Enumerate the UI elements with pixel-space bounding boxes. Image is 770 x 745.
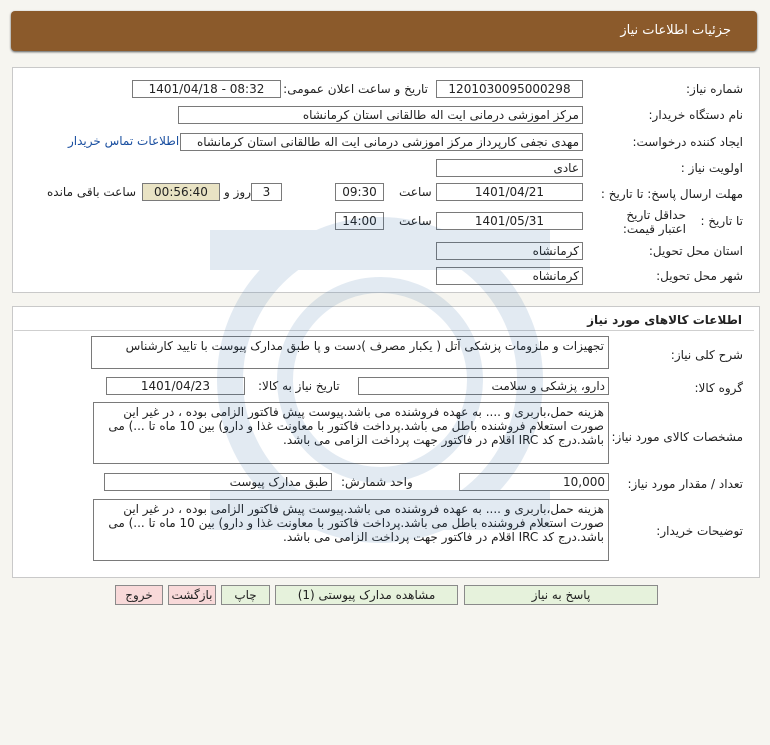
unit-field: طبق مدارک پیوست (104, 473, 332, 491)
remaining-label: ساعت باقی مانده (47, 185, 137, 199)
city-label: شهر محل تحویل: (656, 269, 743, 283)
group-field: دارو، پزشکی و سلامت (358, 377, 609, 395)
reply-button[interactable]: پاسخ به نیاز (464, 585, 658, 605)
back-button[interactable]: بازگشت (168, 585, 216, 605)
need-number-field: 1201030095000298 (436, 80, 583, 98)
validity-time-field: 14:00 (335, 212, 384, 230)
deadline-time-field: 09:30 (335, 183, 384, 201)
city-field: کرمانشاه (436, 267, 583, 285)
priority-field: عادی (436, 159, 583, 177)
exit-button[interactable]: خروج (115, 585, 163, 605)
group-label: گروه کالا: (694, 381, 743, 395)
goods-section-title: اطلاعات کالاهای مورد نیاز (587, 313, 742, 327)
desc-field: تجهیزات و ملزومات پزشکی آتل ( یکبار مصرف )دست و پا طبق مدارک پیوست با تایید کارشناس (91, 336, 609, 369)
buyer-notes-field: هزینه حمل،باربری و .... به عهده فروشنده می باشد.پیوست پیش فاکتور الزامی بوده ، در غیر این صورت استعلام فروشنده باطل می باشد.پرداخت فاکتور با معاونت غذا و دارو) بین 10 ماه تا ...) می باشد.درج کد IRC اقلام در فاکتور جهت پرداخت الزامی می باشد. (93, 499, 609, 561)
deadline-time-label: ساعت (399, 185, 432, 199)
province-field: کرمانشاه (436, 242, 583, 260)
buyer-org-field: مرکز اموزشی درمانی ایت اله طالقانی استان کرمانشاه (178, 106, 583, 124)
print-button[interactable]: چاپ (221, 585, 270, 605)
buyer-contact-link[interactable]: اطلاعات تماس خریدار (68, 134, 180, 148)
validity-date-field: 1401/05/31 (436, 212, 583, 230)
qty-label: تعداد / مقدار مورد نیاز: (627, 477, 743, 491)
priority-label: اولویت نیاز : (680, 161, 743, 175)
specs-label: مشخصات کالای مورد نیاز: (611, 430, 743, 444)
qty-field: 10,000 (459, 473, 609, 491)
buyer-notes-label: توضیحات خریدار: (656, 524, 743, 538)
days-label: روز و (224, 185, 251, 199)
deadline-label: مهلت ارسال پاسخ: تا تاریخ : (600, 187, 743, 201)
buyer-org-label: نام دستگاه خریدار: (648, 108, 743, 122)
days-field: 3 (251, 183, 282, 201)
need-date-label: تاریخ نیاز به کالا: (258, 379, 340, 393)
desc-label: شرح کلی نیاز: (670, 348, 743, 362)
need-date-field: 1401/04/23 (106, 377, 245, 395)
remaining-time-field: 00:56:40 (142, 183, 220, 201)
page-header (11, 11, 757, 51)
validity-to-label: تا تاریخ : (700, 214, 743, 228)
specs-field: هزینه حمل،باربری و .... به عهده فروشنده می باشد.پیوست پیش فاکتور الزامی بوده ، در غیر این صورت استعلام فروشنده باطل می باشد.پرداخت فاکتور با معاونت غذا و دارو) بین 10 ماه تا ...) می باشد.درج کد IRC اقلام در فاکتور جهت پرداخت الزامی می باشد. (93, 402, 609, 464)
validity-time-label: ساعت (399, 214, 432, 228)
unit-label: واحد شمارش: (341, 475, 413, 489)
page-title: جزئیات اطلاعات نیاز (620, 23, 731, 38)
province-label: استان محل تحویل: (648, 244, 743, 258)
announce-label: تاریخ و ساعت اعلان عمومی: (283, 82, 428, 96)
requester-label: ایجاد کننده درخواست: (632, 135, 743, 149)
validity-label: حداقل تاریخ اعتبار قیمت: (622, 208, 686, 236)
attachments-button[interactable]: مشاهده مدارک پیوستی (1) (275, 585, 458, 605)
announce-field: 1401/04/18 - 08:32 (132, 80, 281, 98)
need-info-panel (12, 67, 760, 293)
requester-field: مهدی نجفی کارپرداز مرکز اموزشی درمانی ایت اله طالقانی استان کرمانشاه (180, 133, 583, 151)
section-divider (14, 330, 754, 331)
need-number-label: شماره نیاز: (686, 82, 743, 96)
deadline-date-field: 1401/04/21 (436, 183, 583, 201)
